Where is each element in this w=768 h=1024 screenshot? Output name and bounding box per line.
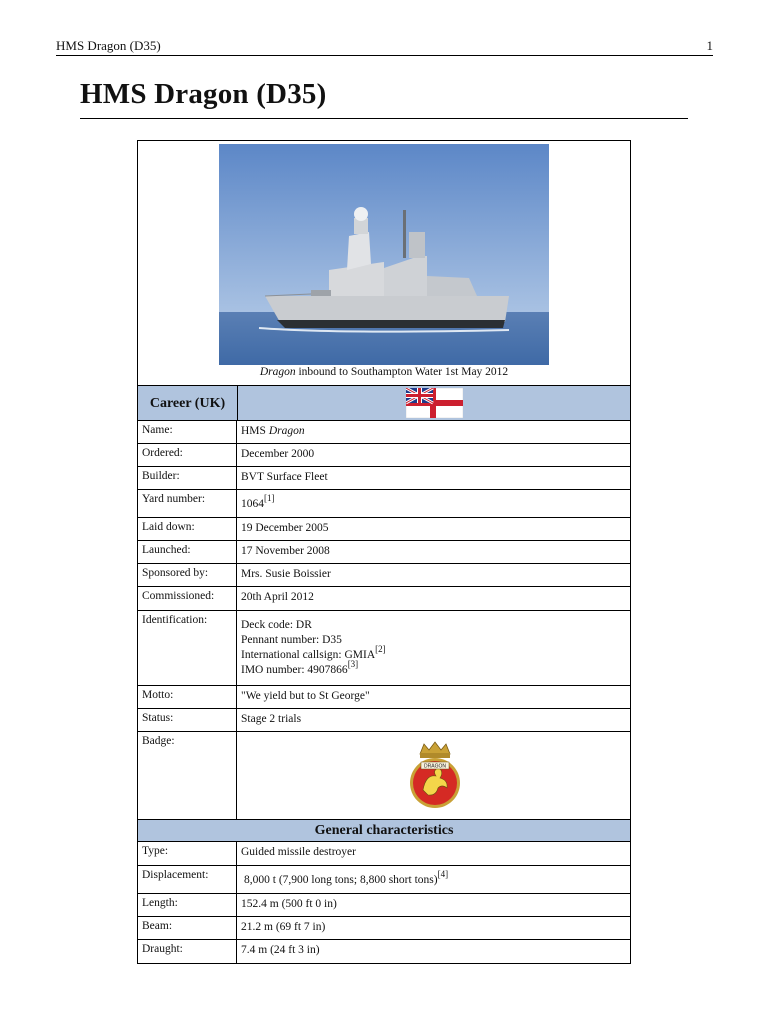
general-characteristics-header bbox=[138, 819, 630, 842]
row-motto bbox=[138, 685, 630, 709]
row-yard-number bbox=[138, 489, 630, 518]
row-value bbox=[238, 866, 630, 894]
row-builder bbox=[138, 466, 630, 490]
row-status bbox=[138, 708, 630, 732]
row-key: Type: bbox=[138, 842, 237, 866]
yard-number-value: 1064 bbox=[241, 498, 264, 510]
row-key: Length: bbox=[138, 894, 237, 917]
row-value: 20th April 2012 bbox=[241, 591, 314, 603]
ship-photo[interactable] bbox=[219, 144, 549, 365]
photo-caption bbox=[138, 366, 630, 378]
general-characteristics-label: General characteristics bbox=[314, 823, 454, 838]
row-value: December 2000 bbox=[241, 448, 315, 460]
displacement-value: 8,000 t (7,900 long tons; 8,800 short tons) bbox=[244, 874, 438, 886]
id-line: Pennant number: D35 bbox=[241, 634, 342, 646]
row-launched bbox=[138, 540, 630, 564]
row-identification bbox=[138, 610, 630, 686]
row-key: Status: bbox=[138, 709, 237, 732]
row-key: Ordered: bbox=[138, 444, 237, 467]
running-header-title: HMS Dragon (D35) bbox=[56, 38, 161, 53]
row-value bbox=[238, 421, 630, 444]
row-key: Launched: bbox=[138, 541, 237, 564]
caption-ship-name: Dragon bbox=[259, 366, 296, 378]
row-displacement bbox=[138, 865, 630, 894]
page-number: 1 bbox=[706, 38, 713, 53]
row-key: Builder: bbox=[138, 467, 237, 490]
row-key: Badge: bbox=[138, 732, 237, 820]
row-laid-down bbox=[138, 517, 630, 541]
reference-link[interactable]: [2] bbox=[375, 644, 386, 654]
row-draught bbox=[138, 939, 630, 964]
row-value bbox=[238, 732, 630, 820]
row-key: Identification: bbox=[138, 611, 237, 686]
row-key: Beam: bbox=[138, 917, 237, 940]
row-type bbox=[138, 841, 630, 866]
white-ensign-flag-icon bbox=[406, 388, 463, 418]
row-value: Guided missile destroyer bbox=[241, 846, 356, 858]
name-prefix: HMS bbox=[241, 425, 269, 437]
row-value: Stage 2 trials bbox=[241, 713, 302, 725]
row-commissioned bbox=[138, 586, 630, 611]
reference-link[interactable]: [4] bbox=[437, 869, 449, 879]
page-title: HMS Dragon (D35) bbox=[80, 78, 327, 110]
row-value: BVT Surface Fleet bbox=[241, 471, 328, 483]
id-line bbox=[241, 644, 630, 663]
row-key: Draught: bbox=[138, 940, 237, 964]
row-sponsored-by bbox=[138, 563, 630, 587]
ship-name: Dragon bbox=[268, 425, 305, 437]
row-key: Sponsored by: bbox=[138, 564, 237, 587]
infobox-image-cell bbox=[138, 141, 630, 385]
reference-link[interactable]: [3] bbox=[347, 659, 359, 669]
row-key: Commissioned: bbox=[138, 587, 237, 611]
career-label: Career (UK) bbox=[138, 386, 238, 421]
caption-text: inbound to Southampton Water 1st May 2012 bbox=[295, 366, 509, 378]
row-value bbox=[238, 611, 630, 686]
row-key: Laid down: bbox=[138, 518, 237, 541]
row-key: Motto: bbox=[138, 686, 237, 709]
infobox bbox=[137, 140, 631, 964]
row-key: Displacement: bbox=[138, 866, 237, 894]
row-value: 17 November 2008 bbox=[241, 545, 330, 557]
ship-badge-icon[interactable] bbox=[406, 740, 464, 810]
row-length bbox=[138, 893, 630, 917]
badge-ribbon-text: DRAGON bbox=[424, 763, 446, 770]
title-divider bbox=[80, 118, 688, 119]
id-line: Deck code: DR bbox=[241, 619, 312, 631]
row-key: Name: bbox=[138, 421, 237, 444]
row-value: Mrs. Susie Boissier bbox=[241, 568, 331, 580]
imo-text: IMO number: 4907866 bbox=[241, 664, 348, 676]
row-ordered bbox=[138, 443, 630, 467]
row-value: 21.2 m (69 ft 7 in) bbox=[241, 921, 326, 933]
running-header bbox=[56, 38, 713, 56]
row-badge bbox=[138, 731, 630, 820]
reference-link[interactable]: [1] bbox=[264, 493, 275, 503]
row-value: 19 December 2005 bbox=[241, 522, 329, 534]
row-value bbox=[238, 490, 630, 518]
career-section-header bbox=[138, 385, 630, 421]
row-value: 7.4 m (24 ft 3 in) bbox=[241, 944, 320, 956]
row-beam bbox=[138, 916, 630, 940]
row-key: Yard number: bbox=[138, 490, 237, 518]
row-value: "We yield but to St George" bbox=[241, 690, 370, 702]
row-value: 152.4 m (500 ft 0 in) bbox=[241, 898, 337, 910]
id-line bbox=[241, 659, 630, 678]
row-name bbox=[138, 420, 630, 444]
callsign-text: International callsign: GMIA bbox=[241, 649, 376, 661]
